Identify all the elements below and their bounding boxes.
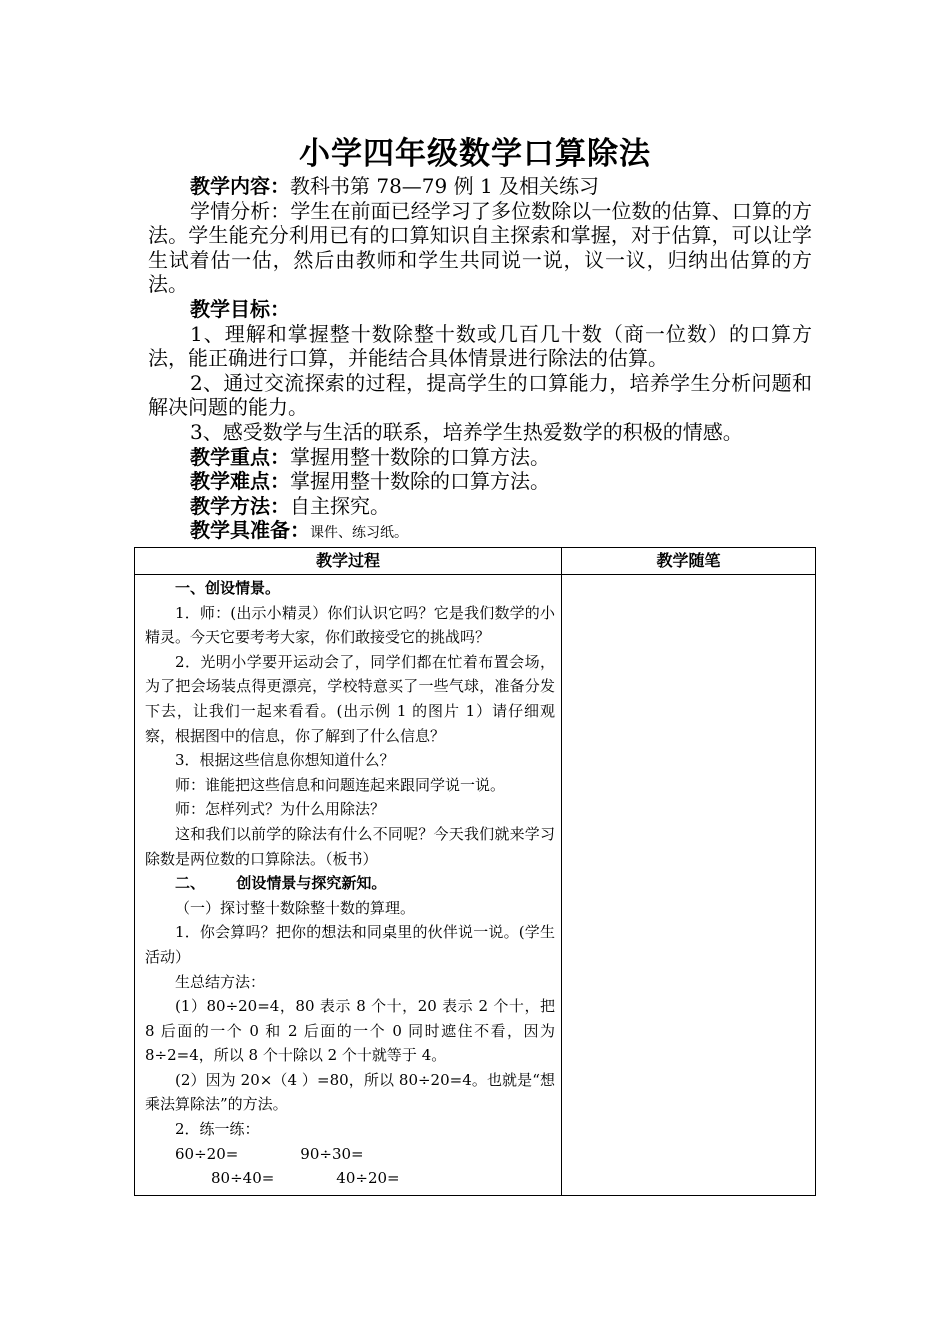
document-title: 小学四年级数学口算除法 [299, 136, 651, 172]
teaching-method-label: 教学方法： [190, 493, 290, 518]
process-paragraph: 师：谁能把这些信息和问题连起来跟同学说一说。 [175, 775, 506, 794]
process-paragraph: 1．你会算吗？把你的想法和同桌里的伙伴说一说。(学生活动） [145, 923, 555, 966]
process-paragraph: （一）探讨整十数除整十数的算理。 [175, 898, 416, 917]
goal-item-1: 1、理解和掌握整十数除整十数或几百几十数（商一位数）的口算方法，能正确进行口算，并能结合具体情景进行除法的估算。 [148, 321, 812, 371]
process-paragraph: 师：怎样列式？为什么用除法？ [175, 800, 386, 819]
process-paragraph: 生总结方法： [175, 972, 266, 991]
difficulty-text: 掌握用整十数除的口算方法。 [290, 469, 550, 494]
header-teaching-notes: 教学随笔 [656, 551, 721, 570]
difficulty-label: 教学难点： [190, 469, 290, 494]
teaching-content-label: 教学内容： [190, 174, 290, 198]
key-point-text: 掌握用整十数除的口算方法。 [290, 444, 550, 469]
process-paragraph: (1）80÷20=4，80 表示 8 个十，20 表示 2 个十，把 8 后面的一个 0 和 2 后面的一个 0 同时遮住不看，因为 8÷2=4，所以 8 个十除以 2 个十就等于 4。 [145, 997, 560, 1065]
goal-item-2: 2、通过交流探索的过程，提高学生的口算能力，培养学生分析问题和解决问题的能力。 [148, 370, 812, 420]
process-paragraph: 这和我们以前学的除法有什么不同呢？今天我们就来学习除数是两位数的口算除法。（板书） [145, 824, 555, 868]
teaching-materials [148, 518, 812, 546]
lesson-info [148, 174, 812, 546]
section-heading-1: 一、创设情景。 [175, 579, 281, 597]
teaching-content-text: 教科书第 78—79 例 1 及相关练习 [290, 174, 600, 198]
process-paragraph: 1．师：(出示小精灵）你们认识它吗？它是我们数学的小精灵。今天它要考考大家，你们敢接受它的挑战吗？ [145, 603, 555, 647]
teaching-materials-label: 教学具准备： [190, 518, 310, 543]
process-paragraph: (2）因为 20×（4 ）=80，所以 80÷20=4。也就是“想乘法算除法”的方法。 [145, 1070, 555, 1114]
header-teaching-process: 教学过程 [315, 551, 380, 570]
student-analysis: 学情分析：学生在前面已经学习了多位数除以一位数的估算、口算的方法。学生能充分利用已有的口算知识自主探索和掌握，对于估算，可以让学生试着估一估，然后由教师和学生共同说一说，议一议，归纳出估算的方法。 [148, 198, 812, 297]
teaching-content [148, 174, 812, 199]
process-paragraph: 2．练一练： [175, 1120, 260, 1139]
lesson-table [134, 547, 816, 1196]
exercise-row-2: 80÷40= 40÷20= [211, 1169, 400, 1188]
goals-heading: 教学目标： [190, 296, 290, 321]
teaching-process-cell [145, 576, 560, 1191]
teaching-method-text: 自主探究。 [290, 493, 390, 518]
key-point [148, 445, 812, 470]
difficulty [148, 469, 812, 494]
section-heading-2: 二、 创设情景与探究新知。 [175, 874, 387, 893]
table-header-divider [135, 574, 815, 575]
table-column-divider [561, 548, 562, 1195]
process-paragraph: 2．光明小学要开运动会了，同学们都在忙着布置会场，为了把会场装点得更漂亮，学校特意买了一些气球，准备分发下去，让我们一起来看看。(出示例 1 的图片 1）请仔细观察，根据图中的信息，你了解到了什么信息？ [145, 652, 555, 745]
teaching-method [148, 494, 812, 519]
process-paragraph: 3．根据这些信息你想知道什么？ [175, 751, 395, 770]
exercise-row-1: 60÷20= 90÷30= [175, 1144, 364, 1163]
key-point-label: 教学重点： [190, 444, 290, 469]
goal-item-3: 3、感受数学与生活的联系，培养学生热爱数学的积极的情感。 [190, 419, 743, 444]
teaching-materials-text: 课件、练习纸。 [310, 525, 408, 542]
